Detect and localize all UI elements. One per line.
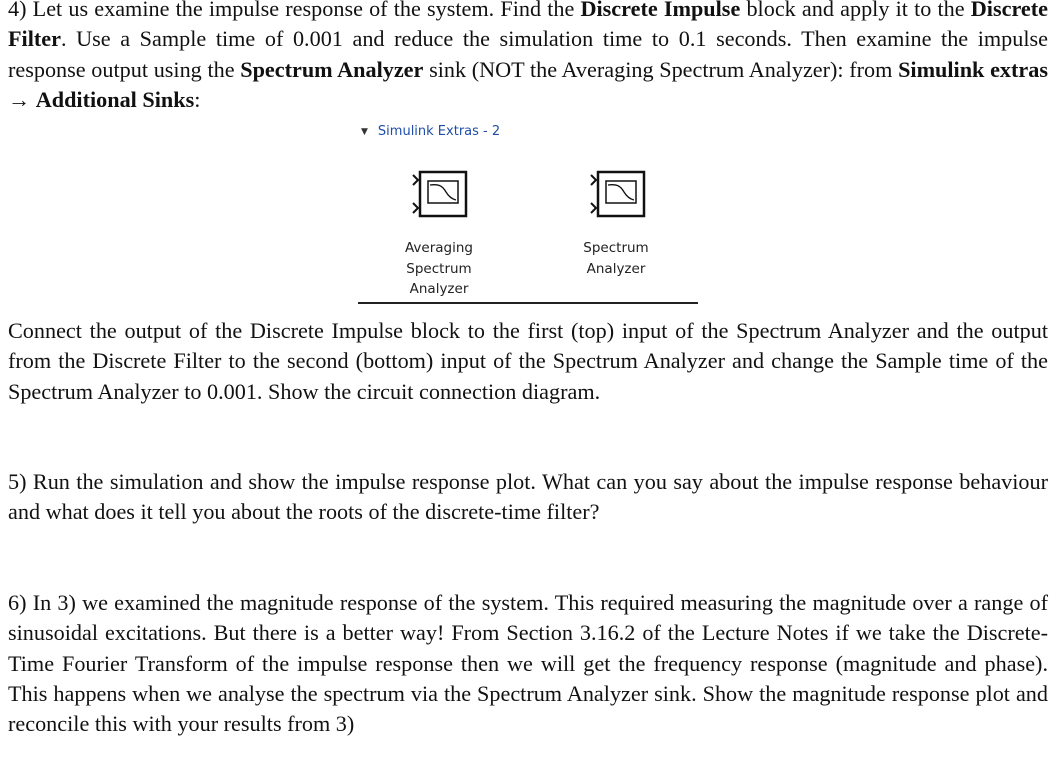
q4-text-5: : bbox=[194, 86, 201, 112]
label-line: Analyzer bbox=[586, 260, 646, 277]
q4-bold-spectrum-analyzer: Spectrum Analyzer bbox=[240, 56, 424, 82]
averaging-spectrum-analyzer-icon[interactable] bbox=[410, 170, 468, 218]
q4-text-2: block and apply it to the bbox=[740, 0, 971, 21]
arrow-icon: → bbox=[8, 86, 31, 112]
q4-bold-discrete-filter: Discrete Filter bbox=[8, 0, 1048, 52]
library-divider bbox=[358, 302, 698, 304]
question-6: 6) In 3) we examined the magnitude response of the system. This required measuring the magnitude over a range of sinusoidal excitations. But there is a better way! From Section 3.16.2 of the Lecture Notes if we take the Discrete-Time Fourier Transform of the impulse response then we will get the frequency response (magnitude and phase). This happens when we analyse the spectrum via the Spectrum Analyzer sink. Show the magnitude response plot and reconcile this with your results from 3) bbox=[8, 590, 1048, 737]
q4-bold-discrete-impulse: Discrete Impulse bbox=[580, 0, 741, 21]
label-line: Averaging bbox=[404, 240, 473, 256]
q4-bold-additional-sinks: Additional Sinks bbox=[35, 86, 195, 112]
q4-bold-simulink-extras: Simulink extras bbox=[898, 56, 1048, 82]
question-4-connection-instructions: Connect the output of the Discrete Impulse block to the first (top) input of the Spectrum Analyzer and the output from the Discrete Filter to the second (bottom) input of the Spectrum Analyzer and change the Sample time of the Spectrum Analyzer to 0.001. Show the circuit connection diagram. bbox=[8, 318, 1048, 404]
expand-caret-icon[interactable]: ▼ bbox=[361, 126, 368, 137]
spectrum-analyzer-icon[interactable] bbox=[588, 170, 646, 218]
simulink-library-panel bbox=[358, 118, 698, 304]
spectrum-analyzer-label bbox=[556, 238, 676, 279]
library-section-title: Simulink Extras - 2 bbox=[377, 124, 501, 139]
label-line: Spectrum bbox=[583, 240, 649, 256]
library-section-header[interactable] bbox=[361, 124, 500, 139]
question-4-instructions bbox=[8, 0, 1048, 115]
label-line: Spectrum bbox=[406, 260, 472, 277]
q4-text-3: . Use a Sample time of 0.001 and reduce the simulation time to 0.1 seconds. Then examine the impulse response output using the bbox=[8, 26, 1048, 82]
q4-text-1: 4) Let us examine the impulse response of the system. Find the bbox=[8, 0, 581, 21]
label-line: Analyzer bbox=[409, 281, 469, 297]
question-5: 5) Run the simulation and show the impulse response plot. What can you say about the impulse response behaviour and what does it tell you about the roots of the discrete-time filter? bbox=[8, 469, 1048, 525]
averaging-spectrum-analyzer-label bbox=[379, 238, 499, 300]
q4-text-4: sink (NOT the Averaging Spectrum Analyzer): from bbox=[423, 56, 899, 82]
